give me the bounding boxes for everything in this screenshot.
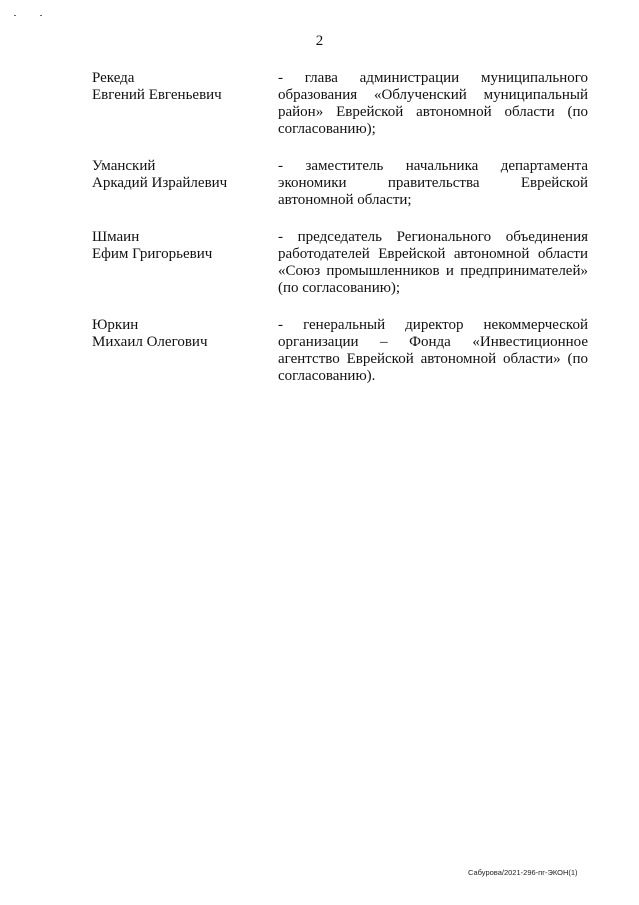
scan-speck: [14, 15, 16, 16]
member-surname: Юркин: [92, 317, 139, 333]
member-row: [92, 158, 588, 209]
member-surname: Уманский: [92, 158, 156, 174]
member-surname: Рекеда: [92, 70, 135, 86]
member-role: - глава администрации муниципального образования «Облученский муниципальный район» Еврейской автономной области (по согласованию);: [278, 70, 588, 137]
member-row: [92, 317, 588, 385]
scan-speck: [40, 15, 42, 16]
members-list: [92, 70, 588, 405]
member-given-name: Ефим Григорьевич: [92, 246, 213, 262]
member-given-name: Евгений Евгеньевич: [92, 87, 222, 103]
member-row: [92, 70, 588, 138]
member-given-name: Аркадий Израйлевич: [92, 175, 228, 191]
member-name: [92, 70, 278, 138]
member-name: [92, 229, 278, 297]
member-given-name: Михаил Олегович: [92, 334, 208, 350]
member-name: [92, 317, 278, 385]
member-name: [92, 158, 278, 209]
member-role: - заместитель начальника департамента экономики правительства Еврейской автономной области;: [278, 158, 588, 208]
member-role: - председатель Регионального объединения работодателей Еврейской автономной области «Союз промышленников и предпринимателей» (по согласованию);: [278, 229, 588, 296]
member-role: - генеральный директор некоммерческой организации – Фонда «Инвестиционное агентство Еврейской автономной области» (по согласованию).: [278, 317, 588, 384]
page-number: 2: [315, 33, 324, 49]
member-surname: Шмаин: [92, 229, 140, 245]
document-code: Сабурова/2021-296-пг-ЭКОН(1): [468, 868, 578, 877]
member-row: [92, 229, 588, 297]
